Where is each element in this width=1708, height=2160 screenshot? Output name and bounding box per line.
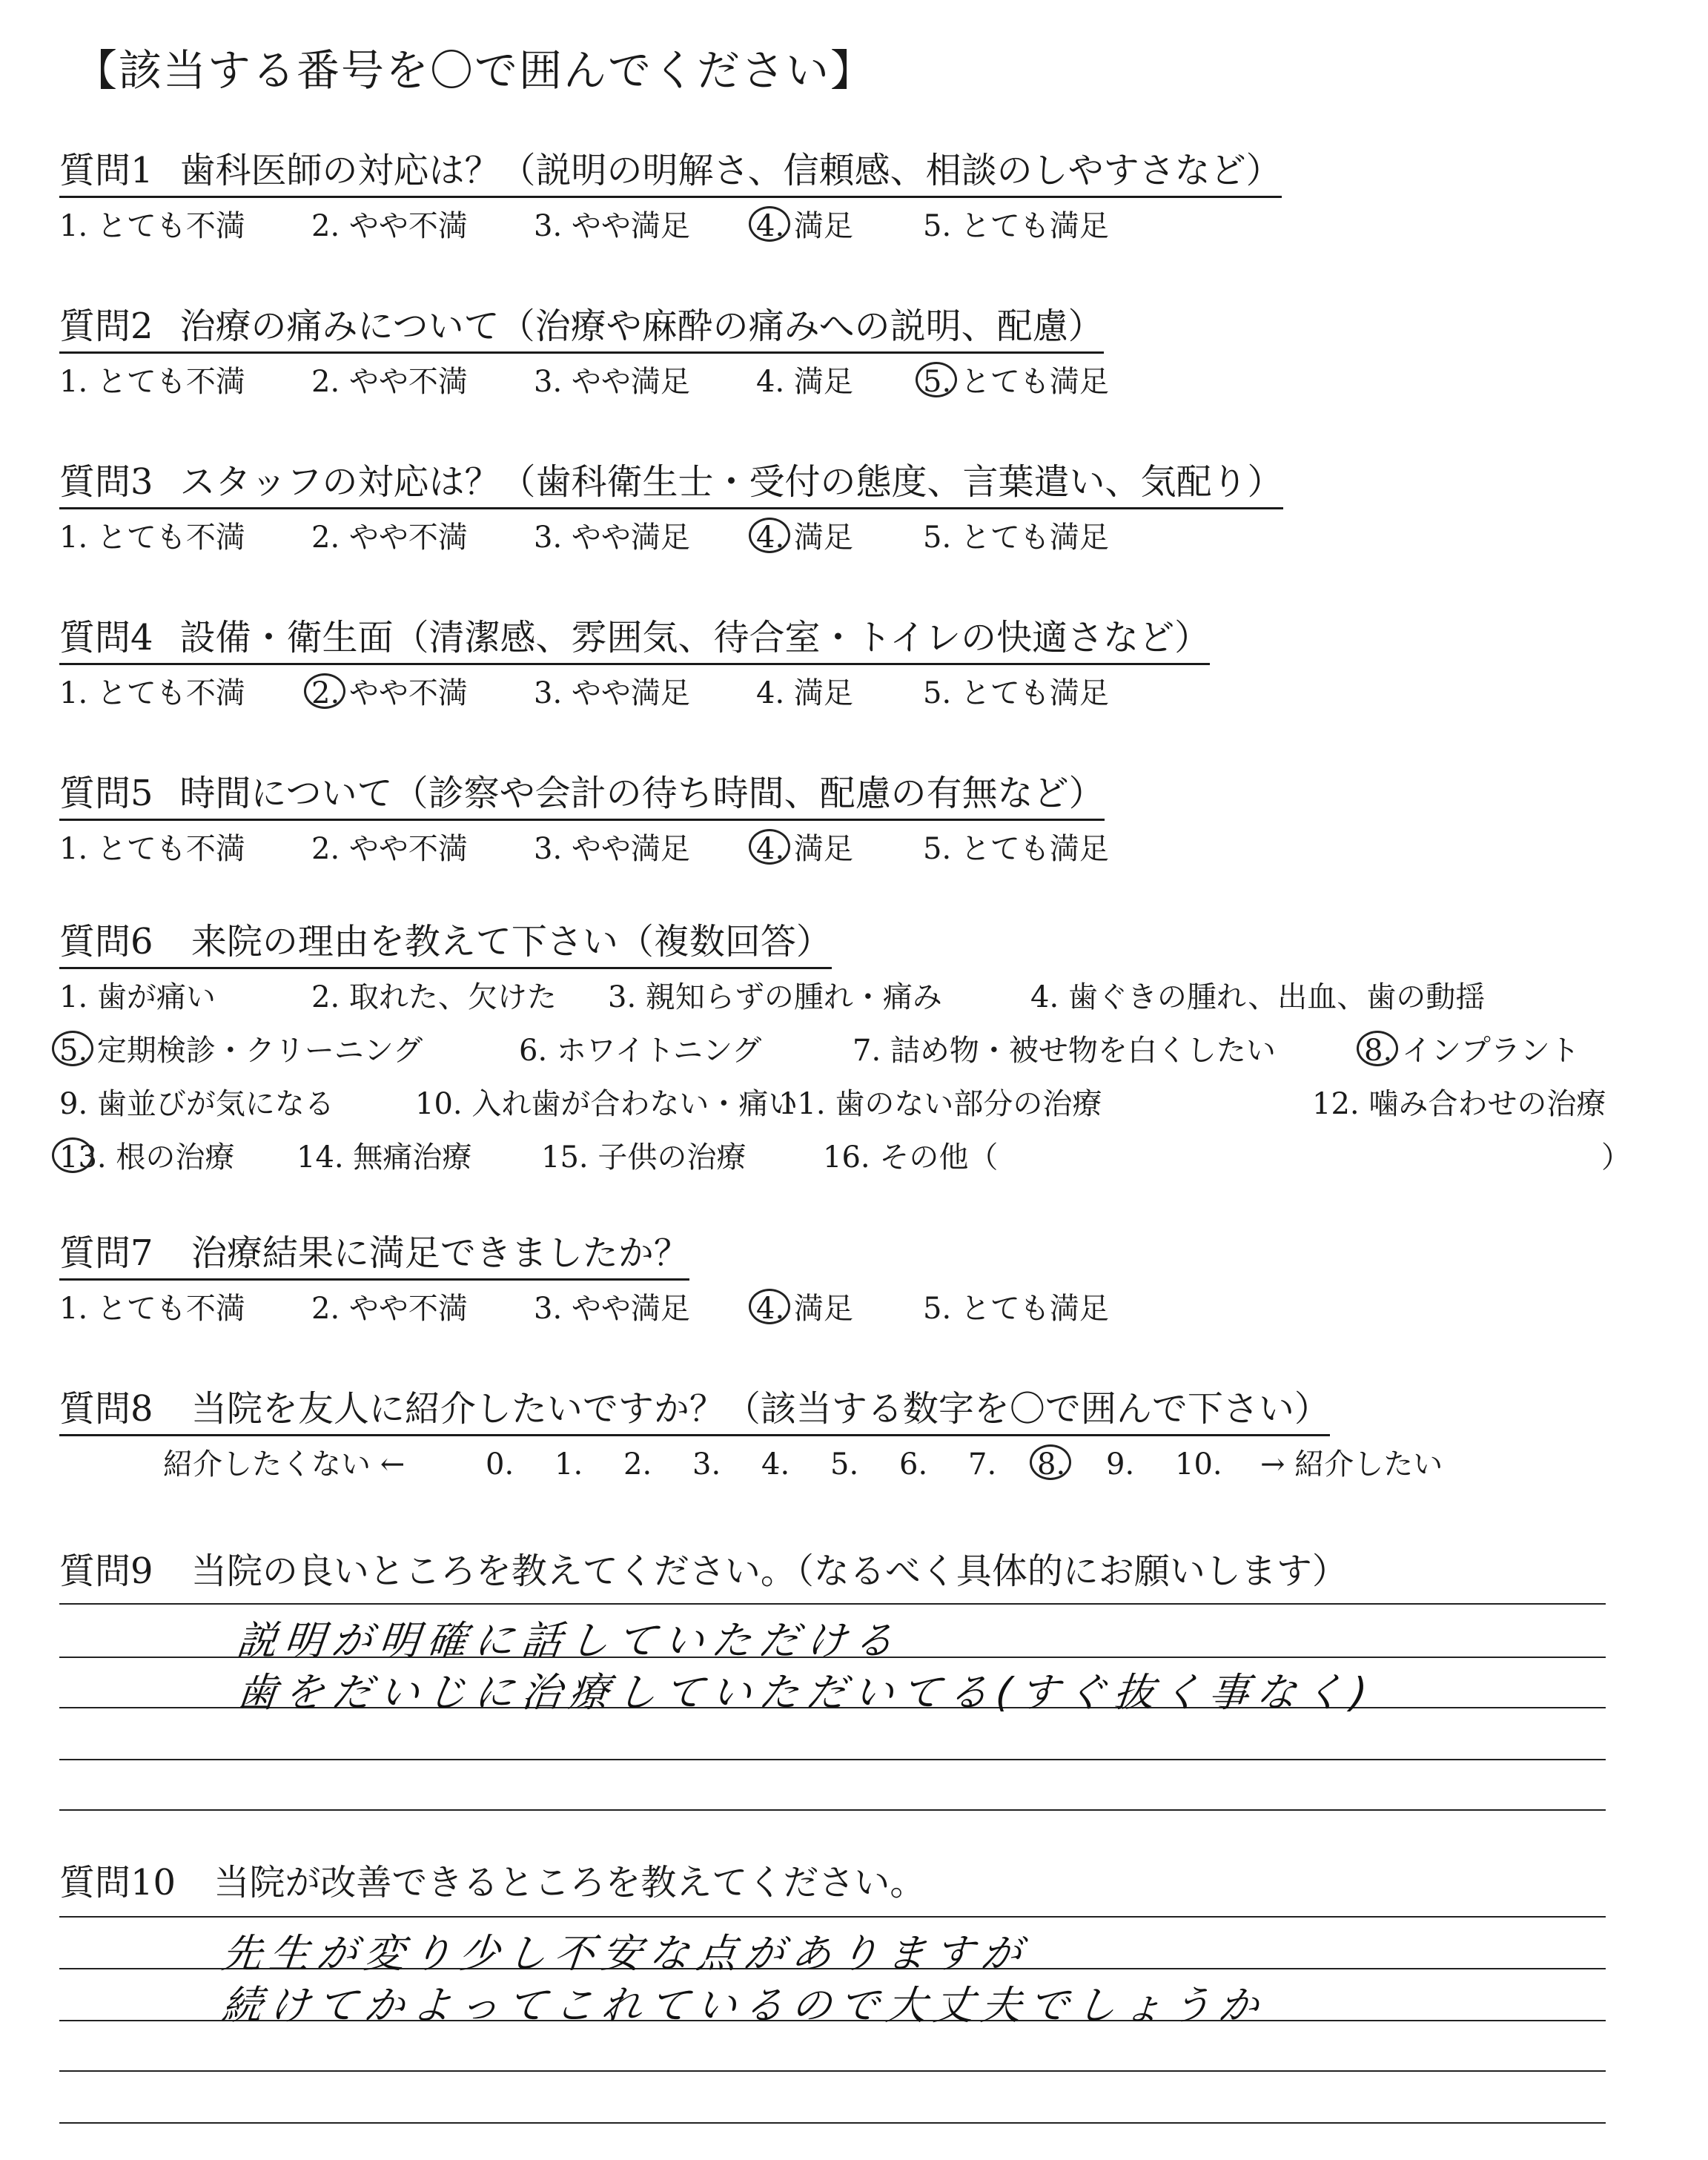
- q1-option-2[interactable]: [311, 208, 468, 245]
- q3-option-1[interactable]: [59, 519, 245, 556]
- q1-label: 質問1: [59, 150, 153, 191]
- q8-scale-option[interactable]: 8.: [1037, 1447, 1066, 1482]
- q8-heading: [59, 1387, 1330, 1436]
- q3-option-2[interactable]: [311, 519, 468, 556]
- option-label: 2. やや不満: [311, 676, 468, 710]
- q10-answer-line: [59, 2070, 1606, 2072]
- q3-option-5[interactable]: [923, 519, 1109, 556]
- q8-scale-option[interactable]: 0.: [486, 1447, 514, 1482]
- q7-option-3[interactable]: [534, 1290, 690, 1327]
- option-label: 2. やや不満: [311, 209, 468, 243]
- selection-circle: [1357, 1031, 1398, 1066]
- q8-scale-option[interactable]: 6.: [899, 1447, 928, 1482]
- q2-heading: [59, 304, 1104, 354]
- q6-heading: [59, 919, 832, 969]
- q10-label: 質問10: [59, 1862, 176, 1903]
- option-label: 4. 満足: [756, 832, 853, 866]
- q8-scale-option[interactable]: 3.: [692, 1447, 721, 1482]
- selection-circle: [304, 673, 345, 709]
- q8-scale-option[interactable]: 10.: [1175, 1447, 1222, 1482]
- q4-label: 質問4: [59, 617, 153, 658]
- option-label: 4. 満足: [756, 209, 853, 243]
- q9-answer-line: [59, 1809, 1606, 1811]
- q2-option-1[interactable]: [59, 363, 245, 400]
- q9-answer-line: [59, 1603, 1606, 1605]
- q9-text: 当院の良いところを教えてください。（なるべく具体的にお願いします）: [191, 1550, 1348, 1592]
- q7-option-1[interactable]: [59, 1290, 245, 1327]
- q5-option-2[interactable]: [311, 830, 468, 868]
- selection-circle: [749, 518, 790, 553]
- q4-option-3[interactable]: [534, 675, 690, 712]
- q9-answer-line-2: 歯をだいじに治療していただいてる(すぐ抜く事なく): [234, 1669, 1377, 1716]
- q8-scale-option[interactable]: 5.: [830, 1447, 859, 1482]
- q6-option[interactable]: 6. ホワイトニング: [519, 1034, 762, 1068]
- q3-label: 質問3: [59, 461, 153, 503]
- q5-option-3[interactable]: [534, 830, 690, 868]
- option-label: 3. やや満足: [534, 1292, 690, 1326]
- q1-option-5[interactable]: [923, 208, 1109, 245]
- q4-option-4[interactable]: [756, 675, 853, 712]
- option-label: 1. とても不満: [59, 832, 245, 866]
- option-label: 1. とても不満: [59, 676, 245, 710]
- q7-text: 治療結果に満足できましたか？: [191, 1232, 689, 1274]
- q1-option-3[interactable]: [534, 208, 690, 245]
- option-label: 3. やや満足: [534, 209, 690, 243]
- option-label: 2. やや不満: [311, 365, 468, 399]
- q8-text: 当院を友人に紹介したいですか？（該当する数字を〇で囲んで下さい）: [191, 1388, 1330, 1430]
- q9-heading: [59, 1542, 1348, 1593]
- q6-option[interactable]: 9. 歯並びが気になる: [59, 1087, 334, 1121]
- option-label: 5. とても満足: [923, 1292, 1109, 1326]
- q2-text: 治療の痛みについて（治療や麻酔の痛みへの説明、配慮）: [179, 305, 1104, 347]
- q8-scale-option[interactable]: 4.: [761, 1447, 790, 1482]
- q2-label: 質問2: [59, 305, 153, 347]
- q7-heading: [59, 1231, 689, 1281]
- q7-option-4[interactable]: [756, 1290, 853, 1327]
- q4-text: 設備・衛生面（清潔感、雰囲気、待合室・トイレの快適さなど）: [179, 617, 1211, 658]
- q8-scale-option[interactable]: 7.: [968, 1447, 997, 1482]
- q10-text: 当院が改善できるところを教えてください。: [214, 1862, 926, 1903]
- q6-option[interactable]: 8. インプラント: [1364, 1034, 1580, 1068]
- q6-option[interactable]: ）: [1601, 1140, 1631, 1175]
- q8-label: 質問8: [59, 1388, 153, 1430]
- q1-text: 歯科医師の対応は？（説明の明解さ、信頼感、相談のしやすさなど）: [179, 150, 1282, 191]
- q9-answer-line: [59, 1759, 1606, 1760]
- q5-option-5[interactable]: [923, 830, 1109, 868]
- option-label: 4. 満足: [756, 521, 853, 555]
- q7-option-2[interactable]: [311, 1290, 468, 1327]
- option-label: 2. やや不満: [311, 521, 468, 555]
- q9-answer-line-1: 説明が明確に話していただける: [234, 1617, 904, 1664]
- selection-circle: [52, 1137, 93, 1173]
- selection-circle: [749, 829, 790, 865]
- q10-answer-line: [59, 2122, 1606, 2124]
- q4-heading: [59, 615, 1210, 665]
- form-title: 【該当する番号を〇で囲んでください】: [74, 45, 875, 96]
- q8-scale-option[interactable]: 1.: [555, 1447, 583, 1482]
- q7-label: 質問7: [59, 1232, 153, 1274]
- q9-label: 質問9: [59, 1550, 153, 1592]
- q6-option[interactable]: 16. その他（: [823, 1140, 999, 1175]
- q2-option-2[interactable]: [311, 363, 468, 400]
- q8-scale-option[interactable]: 9.: [1106, 1447, 1135, 1482]
- q3-text: スタッフの対応は？（歯科衛生士・受付の態度、言葉遣い、気配り）: [179, 461, 1283, 503]
- q5-label: 質問5: [59, 773, 153, 814]
- q6-option[interactable]: 7. 詰め物・被せ物を白くしたい: [853, 1034, 1276, 1068]
- option-label: 4. 満足: [756, 365, 853, 399]
- option-label: 2. やや不満: [311, 1292, 468, 1326]
- option-label: 4. 満足: [756, 676, 853, 710]
- q2-option-4[interactable]: [756, 363, 853, 400]
- selection-circle: [749, 206, 790, 242]
- selection-circle: [749, 1289, 790, 1324]
- q6-text: 来院の理由を教えて下さい（複数回答）: [191, 921, 832, 962]
- q6-option[interactable]: 14. 無痛治療: [297, 1140, 472, 1175]
- option-label: 5. とても満足: [923, 209, 1109, 243]
- option-label: 5. とても満足: [923, 521, 1109, 555]
- q6-option[interactable]: 15. 子供の治療: [541, 1140, 747, 1175]
- q6-label: 質問6: [59, 921, 153, 962]
- q2-option-3[interactable]: [534, 363, 690, 400]
- option-label: 5. とても満足: [923, 365, 1109, 399]
- q6-option[interactable]: 12. 噛み合わせの治療: [1312, 1087, 1606, 1121]
- q6-option[interactable]: 3. 親知らずの腫れ・痛み: [608, 980, 942, 1014]
- q2-option-5[interactable]: [923, 363, 1109, 400]
- q10-heading: [59, 1854, 925, 1905]
- q5-option-4[interactable]: [756, 830, 853, 868]
- q6-option[interactable]: 1. 歯が痛い: [59, 980, 216, 1014]
- option-label: 1. とても不満: [59, 209, 245, 243]
- option-label: 5. とても満足: [923, 676, 1109, 710]
- q6-option[interactable]: 2. 取れた、欠けた: [311, 980, 557, 1014]
- option-label: 3. やや満足: [534, 521, 690, 555]
- q6-option[interactable]: 5. 定期検診・クリーニング: [59, 1034, 423, 1068]
- option-label: 1. とても不満: [59, 365, 245, 399]
- q1-option-1[interactable]: [59, 208, 245, 245]
- q5-text: 時間について（診察や会計の待ち時間、配慮の有無など）: [179, 773, 1105, 814]
- q3-heading: [59, 460, 1283, 509]
- q10-answer-line-1: 先生が変り少し不安な点がありますが: [219, 1930, 1031, 1977]
- option-label: 2. やや不満: [311, 832, 468, 866]
- option-label: 3. やや満足: [534, 832, 690, 866]
- q4-option-2[interactable]: [311, 675, 468, 712]
- selection-circle: [916, 362, 957, 397]
- q4-option-5[interactable]: [923, 675, 1109, 712]
- q5-heading: [59, 771, 1105, 821]
- q3-option-4[interactable]: [756, 519, 853, 556]
- option-label: 3. やや満足: [534, 676, 690, 710]
- q8-right-label: → 紹介したい: [1260, 1447, 1443, 1482]
- q3-option-3[interactable]: [534, 519, 690, 556]
- q5-option-1[interactable]: [59, 830, 245, 868]
- q6-option[interactable]: 4. 歯ぐきの腫れ、出血、歯の動揺: [1030, 980, 1486, 1014]
- option-label: 1. とても不満: [59, 1292, 245, 1326]
- q10-answer-line: [59, 1916, 1606, 1918]
- selection-circle: [52, 1031, 93, 1066]
- q10-answer-line-2: 続けてかよってこれているので大丈夫でしょうか: [219, 1982, 1268, 2029]
- q1-heading: [59, 148, 1282, 198]
- option-label: 3. やや満足: [534, 365, 690, 399]
- q4-option-1[interactable]: [59, 675, 245, 712]
- option-label: 5. とても満足: [923, 832, 1109, 866]
- selection-circle: [1030, 1444, 1071, 1480]
- q6-option[interactable]: 10. 入れ歯が合わない・痛い: [415, 1087, 798, 1121]
- q6-option[interactable]: 11. 歯のない部分の治療: [778, 1087, 1102, 1121]
- option-label: 1. とても不満: [59, 521, 245, 555]
- q1-option-4[interactable]: [756, 208, 853, 245]
- q6-option[interactable]: 13. 根の治療: [59, 1140, 235, 1175]
- q7-option-5[interactable]: [923, 1290, 1109, 1327]
- q8-scale-option[interactable]: 2.: [623, 1447, 652, 1482]
- option-label: 4. 満足: [756, 1292, 853, 1326]
- q8-left-label: 紹介したくない ←: [163, 1447, 406, 1482]
